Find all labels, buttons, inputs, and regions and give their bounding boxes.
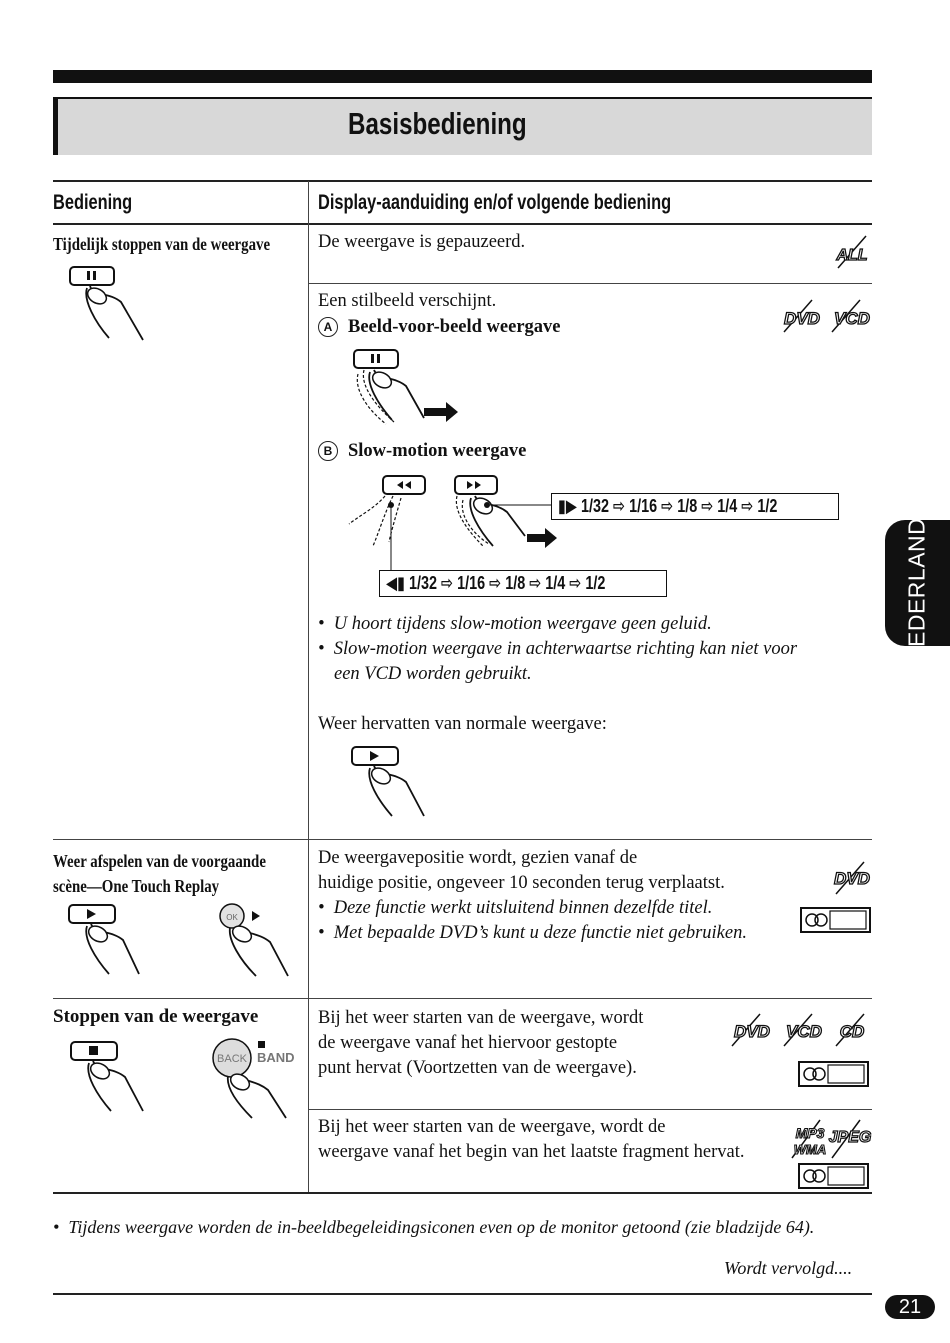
top-rule — [53, 70, 872, 83]
replay-note-1: • Deze functie werkt uitsluitend binnen dezelfde titel. — [318, 898, 713, 918]
continued-text: Wordt vervolgd.... — [724, 1258, 853, 1278]
stop-text-5: weergave vanaf het begin van het laatste fragment hervat. — [318, 1142, 745, 1162]
bottom-rule — [53, 1293, 872, 1295]
back-band-button-illustration — [210, 1034, 310, 1120]
dvd-vcd-disc-icons — [780, 296, 872, 336]
page-number: 21 — [885, 1295, 935, 1319]
table-top-rule — [53, 180, 872, 182]
svg-text:ALL: ALL — [836, 247, 868, 264]
replay-text-2: huidige positie, ongeveer 10 seconden terug verplaatst. — [318, 873, 725, 893]
all-disc-icon — [832, 232, 872, 272]
svg-text:VCD: VCD — [786, 1022, 822, 1041]
row-label-pause: Tijdelijk stoppen van de weergave — [53, 234, 271, 254]
dvd-disc-icon — [832, 858, 872, 898]
dvd-vcd-cd-disc-icons — [728, 1010, 872, 1050]
stop-text-2: de weergave vanaf het hiervoor gestopte — [318, 1033, 618, 1053]
column-header-left: Bediening — [53, 191, 133, 214]
forward-slow-sequence: ▮▶ 1/32 ⇨ 1/16 ⇨ 1/8 ⇨ 1/4 ⇨ 1/2 — [551, 493, 839, 520]
slow-note-1: • U hoort tijdens slow-motion weergave geen geluid. — [318, 614, 712, 634]
slow-motion-heading: B Slow-motion weergave — [318, 439, 526, 464]
svg-text:WMA: WMA — [793, 1142, 827, 1157]
play-button-replay-illustration — [65, 900, 155, 980]
pause-text-1: De weergave is gepauzeerd. — [318, 232, 526, 252]
slow-note-2: • Slow-motion weergave in achterwaartse richting kan niet voor — [318, 639, 798, 659]
footnote: • Tijdens weergave worden de in-beeldbegeleidingsiconen even op de monitor getoond (zie bladzijde 64). — [53, 1217, 815, 1237]
row-rule-replay — [53, 839, 872, 840]
stop-text-4: Bij het weer starten van de weergave, wordt de — [318, 1117, 666, 1137]
row-label-replay: Weer afspelen van de voorgaande scène—One Touch Replay — [53, 851, 266, 896]
remote-display-icon — [798, 1162, 870, 1190]
frame-by-frame-heading: A Beeld-voor-beeld weergave — [318, 315, 561, 340]
ok-button-illustration — [212, 900, 302, 980]
remote-display-icon — [800, 906, 872, 934]
marker-a: A — [318, 317, 338, 337]
slow-note-2-cont: een VCD worden gebruikt. — [334, 664, 532, 684]
svg-text:OK: OK — [226, 913, 238, 922]
marker-b: B — [318, 441, 338, 461]
svg-text:DVD: DVD — [784, 309, 820, 328]
stop-text-1: Bij het weer starten van de weergave, wordt — [318, 1008, 644, 1028]
svg-text:BAND: BAND — [257, 1050, 295, 1065]
replay-note-2: • Met bepaalde DVD’s kunt u deze functie niet gebruiken. — [318, 923, 747, 943]
mp3-wma-jpeg-disc-icons — [790, 1116, 872, 1160]
svg-text:DVD: DVD — [834, 869, 870, 888]
sub-rule-pause — [308, 283, 872, 284]
replay-text-1: De weergavepositie wordt, gezien vanaf de — [318, 848, 638, 868]
svg-text:VCD: VCD — [834, 309, 870, 328]
table-bottom-rule — [53, 1192, 872, 1194]
reverse-slow-sequence: ◀▮ 1/32 ⇨ 1/16 ⇨ 1/8 ⇨ 1/4 ⇨ 1/2 — [379, 570, 667, 597]
column-header-right: Display-aanduiding en/of volgende bediening — [318, 191, 672, 214]
stop-text-3: punt hervat (Voortzetten van de weergave). — [318, 1058, 637, 1078]
header-rule — [53, 223, 872, 225]
pause-button-illustration — [65, 262, 150, 342]
remote-display-icon — [798, 1060, 870, 1088]
svg-text:JPEG: JPEG — [828, 1129, 872, 1146]
page-title: Basisbediening — [347, 106, 527, 141]
sub-rule-stop — [308, 1109, 872, 1110]
svg-text:MP3: MP3 — [795, 1125, 825, 1141]
row-rule-stop — [53, 998, 872, 999]
language-tab-label: NEDERLANDS — [903, 501, 930, 665]
row-label-stop: Stoppen van de weergave — [53, 1006, 259, 1027]
stop-button-illustration — [67, 1037, 157, 1117]
svg-text:DVD: DVD — [734, 1022, 770, 1041]
frame-advance-illustration — [350, 346, 465, 430]
play-button-illustration — [348, 742, 438, 822]
pause-text-2: Een stilbeeld verschijnt. — [318, 291, 497, 311]
svg-text:CD: CD — [839, 1022, 865, 1041]
resume-text: Weer hervatten van normale weergave: — [318, 714, 607, 734]
svg-text:BACK: BACK — [217, 1053, 247, 1065]
